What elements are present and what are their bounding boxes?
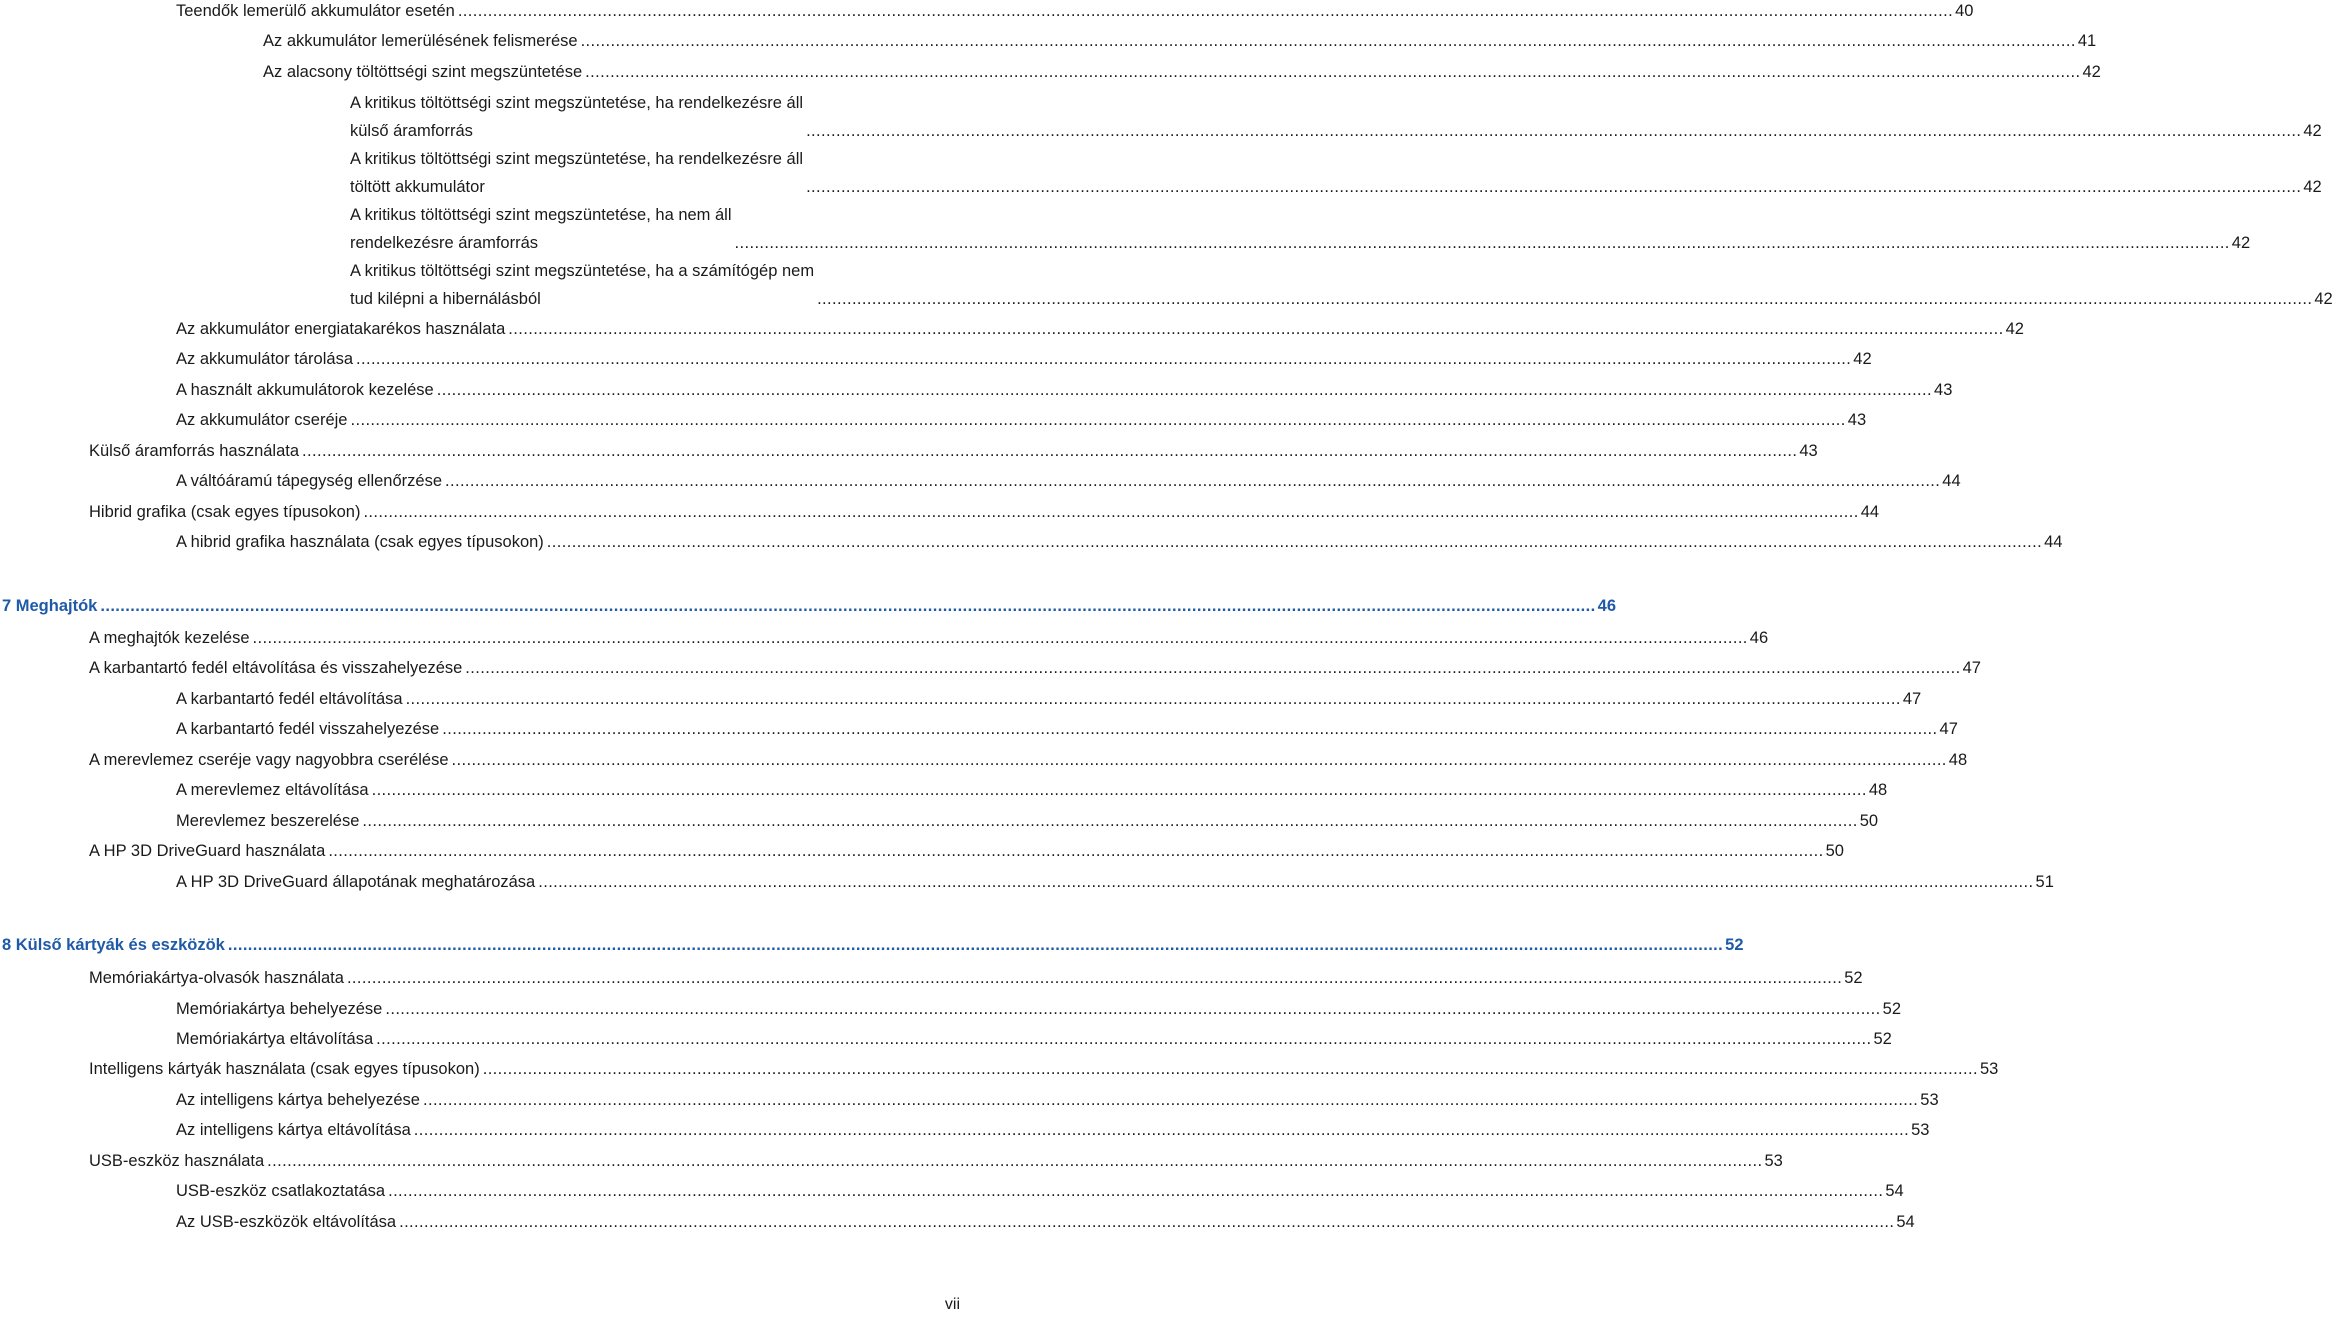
toc-entry[interactable] bbox=[176, 779, 1888, 801]
toc-page-number: 50 bbox=[1859, 812, 1879, 830]
toc-leader-dots: ............................................................................................................................................................................................................................................................................................................ bbox=[413, 1121, 1910, 1139]
toc-leader-dots: ............................................................................................................................................................................................................................................................................................................ bbox=[100, 597, 1596, 615]
toc-entry-title: Az akkumulátor tárolása bbox=[176, 350, 353, 368]
toc-entry-title: A karbantartó fedél eltávolítása és visszahelyezése bbox=[89, 659, 463, 677]
toc-leader-dots: ............................................................................................................................................................................................................................................................................................................ bbox=[806, 122, 2302, 140]
toc-leader-dots: ............................................................................................................................................................................................................................................................................................................ bbox=[405, 690, 1901, 708]
toc-entry-title: rendelkezésre áramforrás bbox=[350, 234, 538, 252]
toc-page-number: 47 bbox=[1962, 659, 1981, 677]
toc-page-number: 43 bbox=[1934, 381, 1953, 399]
page-number: vii bbox=[944, 1296, 960, 1313]
toc-entry[interactable] bbox=[89, 627, 1769, 649]
toc-entry[interactable] bbox=[263, 61, 2101, 83]
toc-entry[interactable] bbox=[176, 998, 1901, 1020]
toc-page-number: 52 bbox=[1725, 936, 1744, 954]
toc-leader-dots: ............................................................................................................................................................................................................................................................................................................ bbox=[436, 381, 1933, 399]
toc-leader-dots: ............................................................................................................................................................................................................................................................................................................ bbox=[267, 1152, 1763, 1170]
toc-leader-dots: ............................................................................................................................................................................................................................................................................................................ bbox=[580, 32, 2076, 50]
toc-page-number: 43 bbox=[1847, 411, 1867, 429]
toc-entry-title: Az USB-eszközök eltávolítása bbox=[176, 1213, 397, 1231]
toc-entry[interactable] bbox=[176, 718, 1958, 740]
toc-entry[interactable] bbox=[89, 1058, 1999, 1080]
toc-leader-dots: ............................................................................................................................................................................................................................................................................................................ bbox=[252, 629, 1748, 647]
toc-entry-title: Teendők lemerülő akkumulátor esetén bbox=[176, 2, 455, 20]
toc-page-number: 46 bbox=[1597, 597, 1616, 615]
toc-leader-dots: ............................................................................................................................................................................................................................................................................................................ bbox=[422, 1091, 1919, 1109]
toc-entry-title: Memóriakártya-olvasók használata bbox=[89, 969, 344, 987]
toc-leader-dots: ............................................................................................................................................................................................................................................................................................................ bbox=[227, 936, 1724, 954]
toc-page-number: 44 bbox=[1860, 503, 1880, 521]
toc-entry[interactable] bbox=[176, 871, 2054, 893]
toc-entry-title: tud kilépni a hibernálásból bbox=[350, 290, 541, 308]
toc-page-number: 42 bbox=[2303, 122, 2322, 140]
toc-page-number: 42 bbox=[2231, 234, 2251, 252]
toc-entry-title: A karbantartó fedél eltávolítása bbox=[176, 690, 403, 708]
toc-entry-title: Külső áramforrás használata bbox=[89, 442, 300, 460]
toc-page-number: 52 bbox=[1844, 969, 1863, 987]
toc-entry[interactable] bbox=[89, 1150, 1783, 1172]
toc-entry-title: USB-eszköz csatlakoztatása bbox=[176, 1182, 386, 1200]
toc-entry-title-line: A kritikus töltöttségi szint megszüntetése, ha rendelkezésre áll bbox=[350, 150, 804, 168]
toc-entry[interactable] bbox=[176, 409, 1867, 431]
toc-page-number: 44 bbox=[2044, 533, 2063, 551]
toc-leader-dots: ............................................................................................................................................................................................................................................................................................................ bbox=[302, 442, 1798, 460]
toc-leader-dots: ............................................................................................................................................................................................................................................................................................................ bbox=[363, 503, 1859, 521]
toc-entry-title: Memóriakártya eltávolítása bbox=[176, 1030, 374, 1048]
toc-entry-title: A karbantartó fedél visszahelyezése bbox=[176, 720, 440, 738]
toc-entry[interactable] bbox=[176, 1089, 1939, 1111]
toc-page-number: 48 bbox=[1948, 751, 1968, 769]
toc-leader-dots: ............................................................................................................................................................................................................................................................................................................ bbox=[457, 2, 1954, 20]
toc-page-number: 42 bbox=[2303, 178, 2322, 196]
toc-entry-title: 8 Külső kártyák és eszközök bbox=[2, 936, 225, 954]
toc-entry-title: A HP 3D DriveGuard használata bbox=[89, 842, 326, 860]
toc-entry-title: Hibrid grafika (csak egyes típusokon) bbox=[89, 503, 361, 521]
toc-entry[interactable] bbox=[263, 30, 2097, 52]
toc-page-number: 47 bbox=[1939, 720, 1958, 738]
toc-entry-title-line: A kritikus töltöttségi szint megszüntetése, ha nem áll bbox=[350, 206, 732, 224]
toc-leader-dots: ............................................................................................................................................................................................................................................................................................................ bbox=[442, 720, 1938, 738]
toc-entry[interactable] bbox=[176, 688, 1922, 710]
toc-entry-title: Az intelligens kártya behelyezése bbox=[176, 1091, 420, 1109]
toc-leader-dots: ............................................................................................................................................................................................................................................................................................................ bbox=[465, 659, 1961, 677]
toc-entry-title: USB-eszköz használata bbox=[89, 1152, 265, 1170]
toc-entry-title: 7 Meghajtók bbox=[2, 597, 98, 615]
toc-leader-dots: ............................................................................................................................................................................................................................................................................................................ bbox=[388, 1182, 1884, 1200]
toc-entry-title: Intelligens kártyák használata (csak egyes típusokon) bbox=[89, 1060, 480, 1078]
toc-entry-title: A váltóáramú tápegység ellenőrzése bbox=[176, 472, 442, 490]
toc-entry-title: A merevlemez eltávolítása bbox=[176, 781, 369, 799]
toc-entry[interactable] bbox=[176, 0, 1974, 22]
toc-leader-dots: ............................................................................................................................................................................................................................................................................................................ bbox=[508, 320, 2004, 338]
toc-page-number: 52 bbox=[1873, 1030, 1892, 1048]
toc-entry-title: A használt akkumulátorok kezelése bbox=[176, 381, 434, 399]
toc-page-number: 53 bbox=[1764, 1152, 1783, 1170]
toc-entry[interactable] bbox=[89, 840, 1844, 862]
toc-leader-dots: ............................................................................................................................................................................................................................................................................................................ bbox=[806, 178, 2302, 196]
toc-leader-dots: ............................................................................................................................................................................................................................................................................................................ bbox=[371, 781, 1867, 799]
toc-entry[interactable] bbox=[89, 967, 1863, 989]
toc-entry[interactable] bbox=[176, 318, 2024, 340]
toc-entry[interactable] bbox=[350, 260, 2333, 310]
toc-leader-dots: ............................................................................................................................................................................................................................................................................................................ bbox=[482, 1060, 1978, 1078]
toc-entry[interactable] bbox=[176, 531, 2063, 553]
toc-chapter-entry[interactable] bbox=[2, 934, 1744, 956]
toc-entry[interactable] bbox=[89, 440, 1818, 462]
toc-entry-title: A HP 3D DriveGuard állapotának meghatározása bbox=[176, 873, 536, 891]
toc-leader-dots: ............................................................................................................................................................................................................................................................................................................ bbox=[356, 350, 1852, 368]
toc-entry[interactable] bbox=[89, 501, 1880, 523]
toc-entry[interactable] bbox=[89, 749, 1968, 771]
toc-page-number: 48 bbox=[1868, 781, 1888, 799]
toc-page-number: 54 bbox=[1885, 1182, 1904, 1200]
toc-page-number: 50 bbox=[1825, 842, 1844, 860]
toc-entry-title: töltött akkumulátor bbox=[350, 178, 485, 196]
toc-page-number: 53 bbox=[1980, 1060, 1999, 1078]
toc-page-number: 41 bbox=[2077, 32, 2097, 50]
toc-entry[interactable] bbox=[350, 148, 2322, 198]
toc-entry[interactable] bbox=[176, 1211, 1915, 1233]
toc-entry-title-line: A kritikus töltöttségi szint megszüntetése, ha a számítógép nem bbox=[350, 262, 815, 280]
toc-leader-dots: ............................................................................................................................................................................................................................................................................................................ bbox=[585, 63, 2081, 81]
toc-entry-title: Az intelligens kártya eltávolítása bbox=[176, 1121, 411, 1139]
toc-entry-title: Az akkumulátor cseréje bbox=[176, 411, 348, 429]
toc-page-number: 54 bbox=[1896, 1213, 1915, 1231]
toc-entry-title: A merevlemez cseréje vagy nagyobbra cserélése bbox=[89, 751, 449, 769]
toc-entry-title: Az akkumulátor energiatakarékos használata bbox=[176, 320, 506, 338]
toc-entry[interactable] bbox=[176, 1119, 1930, 1141]
toc-page-number: 42 bbox=[2314, 290, 2333, 308]
toc-page-number: 42 bbox=[1853, 350, 1872, 368]
toc-entry[interactable] bbox=[176, 810, 1879, 832]
toc-entry-title: Az alacsony töltöttségi szint megszüntetése bbox=[263, 63, 583, 81]
toc-leader-dots: ............................................................................................................................................................................................................................................................................................................ bbox=[734, 234, 2230, 252]
toc-entry-title-line: A kritikus töltöttségi szint megszüntetése, ha rendelkezésre áll bbox=[350, 94, 804, 112]
toc-entry-title: Merevlemez beszerelése bbox=[176, 812, 360, 830]
toc-entry[interactable] bbox=[350, 204, 2251, 254]
toc-page-number: 52 bbox=[1882, 1000, 1901, 1018]
toc-page-number: 42 bbox=[2082, 63, 2101, 81]
toc-page-number: 40 bbox=[1955, 2, 1974, 20]
toc-entry-title: külső áramforrás bbox=[350, 122, 473, 140]
toc-chapter-entry[interactable] bbox=[2, 595, 1616, 617]
toc-page-number: 44 bbox=[1942, 472, 1961, 490]
toc-page-number: 46 bbox=[1749, 629, 1769, 647]
toc-page-number: 53 bbox=[1920, 1091, 1939, 1109]
toc-leader-dots: ............................................................................................................................................................................................................................................................................................................ bbox=[346, 969, 1843, 987]
toc-page-number: 51 bbox=[2035, 873, 2054, 891]
toc-leader-dots: ............................................................................................................................................................................................................................................................................................................ bbox=[376, 1030, 1872, 1048]
toc-leader-dots: ............................................................................................................................................................................................................................................................................................................ bbox=[445, 472, 1941, 490]
toc-leader-dots: ............................................................................................................................................................................................................................................................................................................ bbox=[538, 873, 2034, 891]
toc-entry[interactable] bbox=[350, 92, 2322, 142]
toc-leader-dots: ............................................................................................................................................................................................................................................................................................................ bbox=[385, 1000, 1881, 1018]
toc-entry[interactable] bbox=[176, 470, 1961, 492]
toc-entry-title: A hibrid grafika használata (csak egyes típusokon) bbox=[176, 533, 544, 551]
toc-leader-dots: ............................................................................................................................................................................................................................................................................................................ bbox=[399, 1213, 1895, 1231]
toc-entry-title: Memóriakártya behelyezése bbox=[176, 1000, 383, 1018]
toc-leader-dots: ............................................................................................................................................................................................................................................................................................................ bbox=[350, 411, 1846, 429]
toc-entry-title: Az akkumulátor lemerülésének felismerése bbox=[263, 32, 578, 50]
toc-page-number: 47 bbox=[1902, 690, 1922, 708]
toc-page-number: 53 bbox=[1911, 1121, 1930, 1139]
toc-leader-dots: ............................................................................................................................................................................................................................................................................................................ bbox=[451, 751, 1947, 769]
toc-leader-dots: ............................................................................................................................................................................................................................................................................................................ bbox=[328, 842, 1824, 860]
toc-entry[interactable] bbox=[176, 379, 1953, 401]
toc-entry[interactable] bbox=[89, 657, 1981, 679]
toc-entry[interactable] bbox=[176, 1028, 1892, 1050]
toc-entry[interactable] bbox=[176, 348, 1872, 370]
toc-entry[interactable] bbox=[176, 1180, 1904, 1202]
toc-leader-dots: ............................................................................................................................................................................................................................................................................................................ bbox=[817, 290, 2313, 308]
toc-page-number: 43 bbox=[1799, 442, 1818, 460]
toc-leader-dots: ............................................................................................................................................................................................................................................................................................................ bbox=[362, 812, 1858, 830]
toc-leader-dots: ............................................................................................................................................................................................................................................................................................................ bbox=[546, 533, 2043, 551]
toc-page-number: 42 bbox=[2005, 320, 2024, 338]
toc-entry-title: A meghajtók kezelése bbox=[89, 629, 250, 647]
